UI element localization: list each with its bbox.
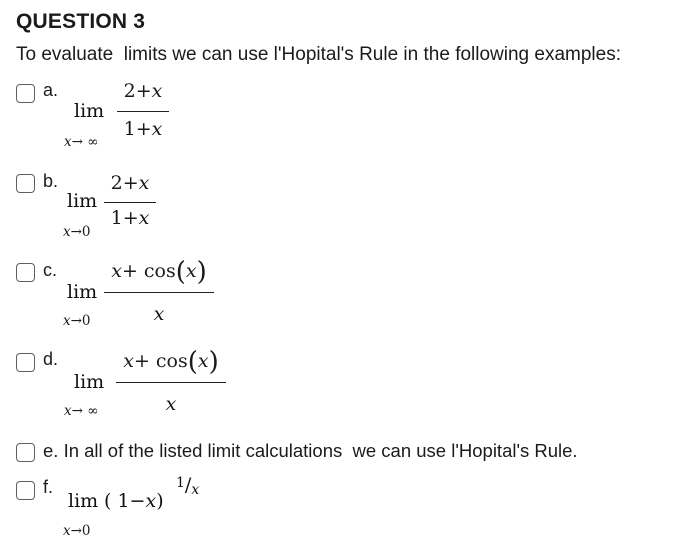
option-d-lim: lim [74,371,105,393]
option-d-fraction-bar [116,382,226,383]
option-b-fraction-bar [104,202,156,203]
option-a-denominator: 1+x [123,118,163,140]
option-e-label: e. In all of the listed limit calculations we can use l'Hopital's Rule. [43,440,578,461]
option-f-letter: f. [43,477,54,497]
option-d-denominator: x [165,393,177,415]
option-b-checkbox[interactable] [16,174,35,193]
option-f-checkbox[interactable] [16,481,35,500]
option-c-letter: c. [43,260,58,280]
option-f-exponent: 1/x [176,474,200,498]
option-b-letter: b. [43,171,59,191]
option-c-denominator: x [153,303,165,325]
option-a-letter: a. [43,80,59,100]
option-a-fraction-bar [117,111,169,112]
option-b-numerator: 2+x [110,172,150,194]
option-b-denominator: 1+x [110,207,150,229]
option-f-lim: lim [68,490,99,512]
option-b-lim: lim [67,190,98,212]
option-c-subscript: x→0 [63,313,91,329]
option-c-checkbox[interactable] [16,263,35,282]
option-c-lim: lim [67,281,98,303]
option-f-subscript: x→0 [63,523,91,539]
option-a-subscript: x→ ∞ [64,134,99,150]
option-d-numerator: x+ cos(x) [123,347,219,377]
option-b-subscript: x→0 [63,224,91,240]
option-a-checkbox[interactable] [16,84,35,103]
question-prompt: To evaluate limits we can use l'Hopital's Rule in the following examples: [16,44,621,65]
option-a-numerator: 2+x [123,80,163,102]
option-d-letter: d. [43,349,59,369]
option-a-lim: lim [74,100,105,122]
option-d-subscript: x→ ∞ [64,403,99,419]
option-f-base: ( 1−x) [104,490,164,512]
option-e-checkbox[interactable] [16,443,35,462]
option-c-fraction-bar [104,292,214,293]
option-d-checkbox[interactable] [16,353,35,372]
question-title: QUESTION 3 [16,10,146,33]
option-c-numerator: x+ cos(x) [111,257,207,287]
